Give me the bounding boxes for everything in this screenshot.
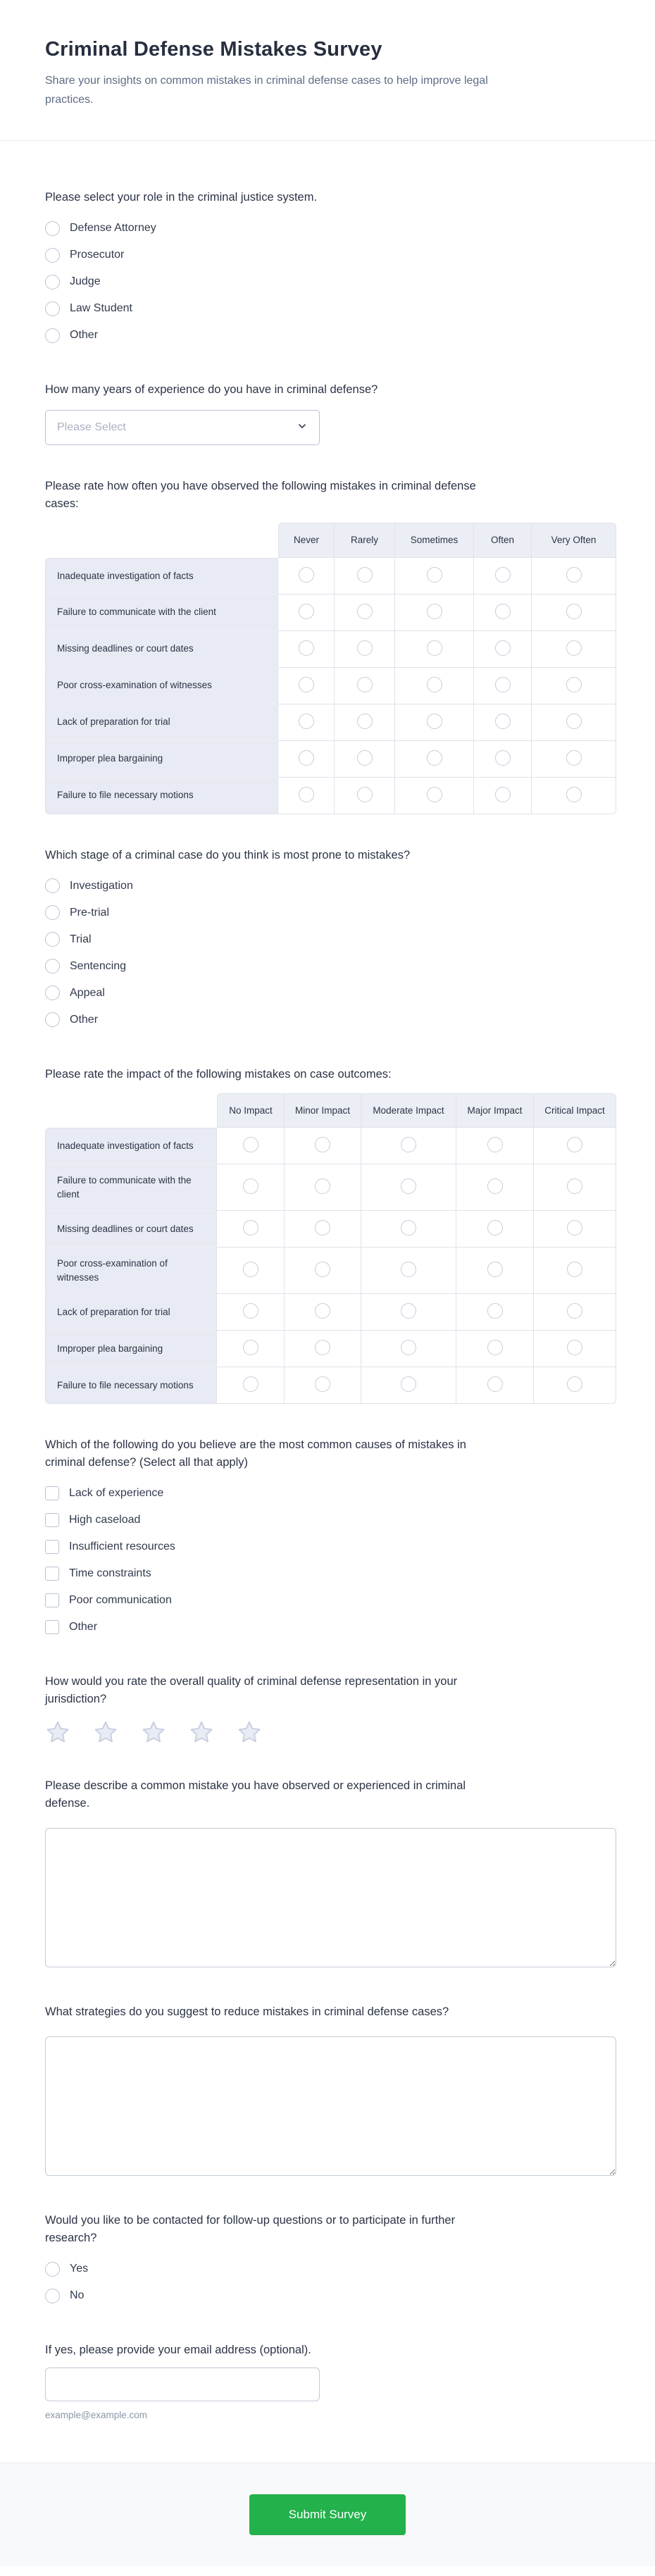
radio-icon[interactable] — [45, 932, 60, 947]
question-causes — [45, 1436, 616, 1641]
checkbox-icon[interactable] — [45, 1620, 59, 1634]
question-mistake-description — [45, 1777, 616, 1971]
radio-icon[interactable] — [427, 714, 442, 729]
radio-icon[interactable] — [315, 1220, 330, 1236]
radio-icon[interactable] — [495, 567, 511, 583]
matrix-corner — [45, 523, 278, 558]
radio-option-other[interactable] — [45, 322, 616, 349]
radio-icon[interactable] — [45, 301, 60, 316]
radio-icon[interactable] — [495, 604, 511, 619]
radio-icon[interactable] — [357, 750, 373, 766]
matrix-radio-cell[interactable] — [395, 558, 474, 595]
matrix-radio-cell[interactable] — [278, 595, 335, 631]
matrix-row-label: Lack of preparation for trial — [45, 1294, 217, 1331]
option-label: Trial — [70, 933, 92, 945]
matrix-column-header: Major Impact — [456, 1093, 534, 1128]
matrix-radio-cell[interactable] — [532, 595, 616, 631]
question-stage — [45, 847, 616, 1033]
impact-matrix-table — [45, 1093, 616, 1405]
radio-icon[interactable] — [566, 714, 582, 729]
radio-icon[interactable] — [357, 714, 373, 729]
matrix-radio-cell[interactable] — [532, 631, 616, 668]
radio-icon[interactable] — [45, 905, 60, 920]
option-label: Defense Attorney — [70, 222, 156, 234]
question-frequency-matrix — [45, 478, 616, 814]
matrix-radio-cell[interactable] — [456, 1247, 534, 1294]
strategies-textarea[interactable] — [45, 2036, 616, 2176]
matrix-radio-cell[interactable] — [474, 595, 532, 631]
radio-option-sentencing[interactable] — [45, 953, 616, 980]
radio-icon[interactable] — [45, 221, 60, 236]
matrix-radio-cell[interactable] — [474, 741, 532, 778]
matrix-radio-cell[interactable] — [217, 1128, 285, 1164]
matrix-radio-cell[interactable] — [278, 778, 335, 814]
question-label: How would you rate the overall quality of criminal defense representation in your jurisdiction? — [45, 1675, 458, 1705]
radio-icon[interactable] — [487, 1220, 503, 1236]
matrix-radio-cell[interactable] — [285, 1164, 361, 1211]
radio-icon[interactable] — [487, 1303, 503, 1319]
matrix-row — [45, 1164, 616, 1211]
matrix-radio-cell[interactable] — [285, 1211, 361, 1247]
radio-icon[interactable] — [567, 1220, 582, 1236]
radio-group-role — [45, 215, 616, 349]
radio-icon[interactable] — [243, 1376, 258, 1392]
radio-option-prosecutor[interactable] — [45, 242, 616, 268]
option-label: Investigation — [70, 879, 133, 892]
matrix-radio-cell[interactable] — [361, 1294, 456, 1331]
radio-icon[interactable] — [487, 1137, 503, 1152]
radio-icon[interactable] — [427, 677, 442, 692]
matrix-column-header: Moderate Impact — [361, 1093, 456, 1128]
question-label: Would you like to be contacted for follow-up questions or to participate in further research? — [45, 2214, 456, 2244]
page-title: Criminal Defense Mistakes Survey — [45, 38, 382, 61]
matrix-radio-cell[interactable] — [335, 741, 395, 778]
matrix-radio-cell[interactable] — [532, 778, 616, 814]
radio-icon[interactable] — [567, 1178, 582, 1194]
checkbox-option-lack-of-experience[interactable] — [45, 1480, 616, 1507]
matrix-radio-cell[interactable] — [474, 778, 532, 814]
radio-icon[interactable] — [45, 248, 60, 263]
checkbox-group-causes — [45, 1480, 616, 1641]
form-subtitle: Share your insights on common mistakes in criminal defense cases to help improve legal practices. — [45, 75, 488, 106]
matrix-radio-cell[interactable] — [456, 1128, 534, 1164]
matrix-row — [45, 741, 616, 778]
radio-icon[interactable] — [495, 750, 511, 766]
option-label: Poor communication — [69, 1594, 172, 1606]
matrix-radio-cell[interactable] — [532, 704, 616, 741]
radio-icon[interactable] — [567, 1340, 582, 1355]
matrix-row-label: Missing deadlines or court dates — [45, 1211, 217, 1247]
matrix-radio-cell[interactable] — [335, 595, 395, 631]
matrix-row-label: Inadequate investigation of facts — [45, 1128, 217, 1164]
star-icon[interactable] — [141, 1719, 166, 1745]
matrix-radio-cell[interactable] — [217, 1367, 285, 1404]
star-icon[interactable] — [45, 1719, 70, 1745]
checkbox-option-time-constraints[interactable] — [45, 1560, 616, 1587]
radio-icon[interactable] — [299, 750, 314, 766]
matrix-radio-cell[interactable] — [456, 1294, 534, 1331]
matrix-radio-cell[interactable] — [395, 704, 474, 741]
radio-icon[interactable] — [427, 640, 442, 656]
email-field[interactable] — [45, 2367, 320, 2401]
radio-icon[interactable] — [45, 1012, 60, 1027]
radio-icon[interactable] — [243, 1220, 258, 1236]
radio-icon[interactable] — [315, 1376, 330, 1392]
radio-option-other[interactable] — [45, 1007, 616, 1033]
matrix-row — [45, 1294, 616, 1331]
matrix-radio-cell[interactable] — [395, 741, 474, 778]
radio-icon[interactable] — [567, 1376, 582, 1392]
matrix-radio-cell[interactable] — [278, 631, 335, 668]
radio-icon[interactable] — [357, 604, 373, 619]
matrix-row-label: Inadequate investigation of facts — [45, 558, 278, 595]
matrix-radio-cell[interactable] — [534, 1128, 616, 1164]
radio-icon[interactable] — [243, 1340, 258, 1355]
matrix-column-header: Never — [278, 523, 335, 558]
matrix-radio-cell[interactable] — [474, 704, 532, 741]
radio-icon[interactable] — [243, 1137, 258, 1152]
radio-option-appeal[interactable] — [45, 980, 616, 1007]
matrix-row-label: Improper plea bargaining — [45, 741, 278, 778]
radio-group-follow-up — [45, 2255, 616, 2309]
option-label: Other — [70, 1013, 99, 1026]
checkbox-icon[interactable] — [45, 1593, 59, 1607]
matrix-radio-cell[interactable] — [335, 631, 395, 668]
matrix-radio-cell[interactable] — [395, 778, 474, 814]
matrix-radio-cell[interactable] — [335, 778, 395, 814]
matrix-row — [45, 631, 616, 668]
checkbox-icon[interactable] — [45, 1513, 59, 1527]
form-body — [0, 141, 655, 2463]
matrix-row-label: Poor cross-examination of witnesses — [45, 668, 278, 704]
matrix-radio-cell[interactable] — [278, 668, 335, 704]
radio-icon[interactable] — [243, 1303, 258, 1319]
radio-icon[interactable] — [299, 677, 314, 692]
radio-icon[interactable] — [495, 714, 511, 729]
question-email — [45, 2341, 616, 2420]
matrix-radio-cell[interactable] — [534, 1294, 616, 1331]
radio-icon[interactable] — [45, 275, 60, 290]
checkbox-option-high-caseload[interactable] — [45, 1507, 616, 1533]
matrix-radio-cell[interactable] — [217, 1211, 285, 1247]
matrix-radio-cell[interactable] — [278, 558, 335, 595]
checkbox-icon[interactable] — [45, 1540, 59, 1554]
matrix-radio-cell[interactable] — [532, 741, 616, 778]
checkbox-option-other[interactable] — [45, 1614, 616, 1641]
radio-icon[interactable] — [401, 1340, 416, 1355]
matrix-row — [45, 704, 616, 741]
matrix-row-label: Failure to file necessary motions — [45, 778, 278, 814]
question-strategies — [45, 2003, 616, 2179]
option-label: Prosecutor — [70, 249, 125, 261]
star-icon[interactable] — [237, 1719, 262, 1745]
matrix-radio-cell[interactable] — [217, 1164, 285, 1211]
radio-icon[interactable] — [357, 640, 373, 656]
matrix-radio-cell[interactable] — [395, 668, 474, 704]
question-experience — [45, 381, 616, 445]
radio-icon[interactable] — [427, 787, 442, 802]
experience-select[interactable] — [45, 410, 320, 445]
option-label: Time constraints — [69, 1567, 151, 1579]
radio-icon[interactable] — [315, 1303, 330, 1319]
question-label: Please rate how often you have observed the following mistakes in criminal defense cases: — [45, 480, 476, 510]
radio-icon[interactable] — [566, 677, 582, 692]
matrix-row-label: Failure to file necessary motions — [45, 1367, 217, 1404]
radio-option-judge[interactable] — [45, 268, 616, 295]
matrix-row-label: Missing deadlines or court dates — [45, 631, 278, 668]
matrix-row — [45, 1128, 616, 1164]
matrix-column-header: Rarely — [335, 523, 395, 558]
matrix-column-header: Often — [474, 523, 532, 558]
radio-icon[interactable] — [45, 2289, 60, 2303]
matrix-radio-cell[interactable] — [278, 704, 335, 741]
matrix-radio-cell[interactable] — [361, 1128, 456, 1164]
radio-option-trial[interactable] — [45, 926, 616, 953]
option-label: Other — [70, 329, 99, 341]
matrix-radio-cell[interactable] — [534, 1367, 616, 1404]
matrix-radio-cell[interactable] — [217, 1247, 285, 1294]
frequency-matrix-table — [45, 523, 616, 814]
radio-icon[interactable] — [45, 2262, 60, 2277]
matrix-radio-cell[interactable] — [285, 1331, 361, 1367]
matrix-row-label: Failure to communicate with the client — [45, 595, 278, 631]
matrix-radio-cell[interactable] — [361, 1211, 456, 1247]
matrix-radio-cell[interactable] — [361, 1164, 456, 1211]
radio-icon[interactable] — [495, 677, 511, 692]
checkbox-icon[interactable] — [45, 1486, 59, 1500]
option-label: No — [70, 2289, 85, 2301]
radio-icon[interactable] — [243, 1262, 258, 1277]
matrix-column-header: No Impact — [217, 1093, 285, 1128]
radio-option-yes[interactable] — [45, 2255, 616, 2282]
radio-icon[interactable] — [299, 604, 314, 619]
option-label: Yes — [70, 2263, 89, 2275]
matrix-row — [45, 1211, 616, 1247]
radio-icon[interactable] — [487, 1376, 503, 1392]
radio-icon[interactable] — [45, 328, 60, 343]
matrix-radio-cell[interactable] — [278, 741, 335, 778]
matrix-radio-cell[interactable] — [335, 704, 395, 741]
star-icon[interactable] — [189, 1719, 214, 1745]
option-label: Law Student — [70, 302, 132, 314]
radio-icon[interactable] — [315, 1178, 330, 1194]
question-quality-rating — [45, 1673, 616, 1745]
radio-option-pre-trial[interactable] — [45, 900, 616, 926]
email-hint: example@example.com — [45, 2410, 148, 2420]
matrix-radio-cell[interactable] — [534, 1247, 616, 1294]
matrix-radio-cell[interactable] — [532, 668, 616, 704]
matrix-radio-cell[interactable] — [474, 558, 532, 595]
radio-icon[interactable] — [299, 567, 314, 583]
matrix-radio-cell[interactable] — [285, 1294, 361, 1331]
radio-option-no[interactable] — [45, 2282, 616, 2309]
matrix-row-label: Poor cross-examination of witnesses — [45, 1247, 217, 1294]
radio-icon[interactable] — [567, 1303, 582, 1319]
radio-icon[interactable] — [427, 750, 442, 766]
matrix-row — [45, 595, 616, 631]
matrix-column-header: Critical Impact — [534, 1093, 616, 1128]
matrix-header-row — [45, 523, 616, 558]
radio-icon[interactable] — [45, 959, 60, 973]
submit-button[interactable]: Submit Survey — [249, 2494, 406, 2535]
matrix-row — [45, 778, 616, 814]
checkbox-icon[interactable] — [45, 1567, 59, 1581]
question-label: Please describe a common mistake you have observed or experienced in criminal defense. — [45, 1779, 466, 1810]
star-rating — [45, 1719, 616, 1745]
matrix-radio-cell[interactable] — [456, 1367, 534, 1404]
option-label: Other — [69, 1621, 98, 1633]
form-header — [0, 0, 655, 141]
radio-icon[interactable] — [243, 1178, 258, 1194]
radio-icon[interactable] — [487, 1340, 503, 1355]
radio-icon[interactable] — [299, 640, 314, 656]
select-placeholder: Please Select — [57, 421, 126, 433]
form-footer — [0, 2463, 655, 2566]
radio-icon[interactable] — [401, 1220, 416, 1236]
matrix-radio-cell[interactable] — [335, 558, 395, 595]
matrix-radio-cell[interactable] — [534, 1211, 616, 1247]
radio-icon[interactable] — [427, 604, 442, 619]
radio-icon[interactable] — [299, 787, 314, 802]
matrix-radio-cell[interactable] — [395, 595, 474, 631]
question-role — [45, 189, 616, 349]
matrix-row — [45, 1331, 616, 1367]
option-label: Judge — [70, 275, 101, 287]
matrix-radio-cell[interactable] — [534, 1331, 616, 1367]
matrix-column-header: Minor Impact — [285, 1093, 361, 1128]
matrix-radio-cell[interactable] — [361, 1247, 456, 1294]
radio-icon[interactable] — [495, 787, 511, 802]
radio-icon[interactable] — [566, 567, 582, 583]
radio-option-defense-attorney[interactable] — [45, 215, 616, 242]
option-label: Insufficient resources — [69, 1541, 175, 1553]
matrix-radio-cell[interactable] — [285, 1247, 361, 1294]
question-follow-up — [45, 2212, 616, 2309]
radio-icon[interactable] — [315, 1262, 330, 1277]
radio-icon[interactable] — [299, 714, 314, 729]
radio-icon[interactable] — [357, 787, 373, 802]
matrix-radio-cell[interactable] — [456, 1211, 534, 1247]
question-label: How many years of experience do you have in criminal defense? — [45, 383, 378, 396]
question-label: Please select your role in the criminal justice system. — [45, 191, 318, 204]
option-label: Sentencing — [70, 959, 127, 972]
checkbox-option-insufficient-resources[interactable] — [45, 1533, 616, 1560]
radio-icon[interactable] — [427, 567, 442, 583]
matrix-radio-cell[interactable] — [474, 668, 532, 704]
question-impact-matrix — [45, 1066, 616, 1405]
radio-icon[interactable] — [401, 1137, 416, 1152]
radio-icon[interactable] — [401, 1262, 416, 1277]
radio-icon[interactable] — [566, 604, 582, 619]
radio-icon[interactable] — [566, 750, 582, 766]
matrix-radio-cell[interactable] — [532, 558, 616, 595]
matrix-row — [45, 558, 616, 595]
radio-icon[interactable] — [45, 985, 60, 1000]
matrix-column-header: Very Often — [532, 523, 616, 558]
matrix-radio-cell[interactable] — [361, 1367, 456, 1404]
matrix-row — [45, 668, 616, 704]
radio-icon[interactable] — [357, 677, 373, 692]
radio-icon[interactable] — [566, 640, 582, 656]
radio-icon[interactable] — [487, 1178, 503, 1194]
checkbox-option-poor-communication[interactable] — [45, 1587, 616, 1614]
matrix-radio-cell[interactable] — [217, 1294, 285, 1331]
question-label: If yes, please provide your email address (optional). — [45, 2344, 311, 2356]
matrix-radio-cell[interactable] — [361, 1331, 456, 1367]
radio-icon[interactable] — [487, 1262, 503, 1277]
radio-icon[interactable] — [401, 1376, 416, 1392]
question-label: Which of the following do you believe are the most common causes of mistakes in criminal defense? (Select all that apply) — [45, 1438, 466, 1469]
question-label: What strategies do you suggest to reduce mistakes in criminal defense cases? — [45, 2005, 449, 2018]
star-icon[interactable] — [93, 1719, 118, 1745]
radio-icon[interactable] — [566, 787, 582, 802]
radio-icon[interactable] — [315, 1137, 330, 1152]
matrix-row — [45, 1367, 616, 1404]
radio-icon[interactable] — [315, 1340, 330, 1355]
matrix-radio-cell[interactable] — [285, 1367, 361, 1404]
matrix-radio-cell[interactable] — [395, 631, 474, 668]
radio-option-law-student[interactable] — [45, 295, 616, 322]
matrix-radio-cell[interactable] — [335, 668, 395, 704]
radio-icon[interactable] — [567, 1262, 582, 1277]
matrix-radio-cell[interactable] — [534, 1164, 616, 1211]
mistake-description-textarea[interactable] — [45, 1828, 616, 1967]
option-label: Lack of experience — [69, 1487, 164, 1499]
radio-icon[interactable] — [45, 878, 60, 893]
radio-icon[interactable] — [567, 1137, 582, 1152]
radio-icon[interactable] — [401, 1178, 416, 1194]
question-label: Which stage of a criminal case do you think is most prone to mistakes? — [45, 848, 411, 861]
matrix-header-row — [45, 1093, 616, 1128]
option-label: High caseload — [69, 1514, 141, 1526]
radio-icon[interactable] — [495, 640, 511, 656]
question-label: Please rate the impact of the following mistakes on case outcomes: — [45, 1067, 392, 1081]
matrix-radio-cell[interactable] — [217, 1331, 285, 1367]
radio-group-stage — [45, 873, 616, 1033]
matrix-radio-cell[interactable] — [456, 1331, 534, 1367]
matrix-row-label: Improper plea bargaining — [45, 1331, 217, 1367]
matrix-radio-cell[interactable] — [474, 631, 532, 668]
matrix-row — [45, 1247, 616, 1294]
option-label: Pre-trial — [70, 906, 110, 919]
radio-option-investigation[interactable] — [45, 873, 616, 900]
matrix-corner — [45, 1093, 217, 1128]
radio-icon[interactable] — [401, 1303, 416, 1319]
matrix-radio-cell[interactable] — [456, 1164, 534, 1211]
matrix-column-header: Sometimes — [395, 523, 474, 558]
matrix-row-label: Lack of preparation for trial — [45, 704, 278, 741]
radio-icon[interactable] — [357, 567, 373, 583]
option-label: Appeal — [70, 986, 105, 999]
matrix-row-label: Failure to communicate with the client — [45, 1164, 217, 1211]
chevron-down-icon — [297, 421, 308, 435]
matrix-radio-cell[interactable] — [285, 1128, 361, 1164]
